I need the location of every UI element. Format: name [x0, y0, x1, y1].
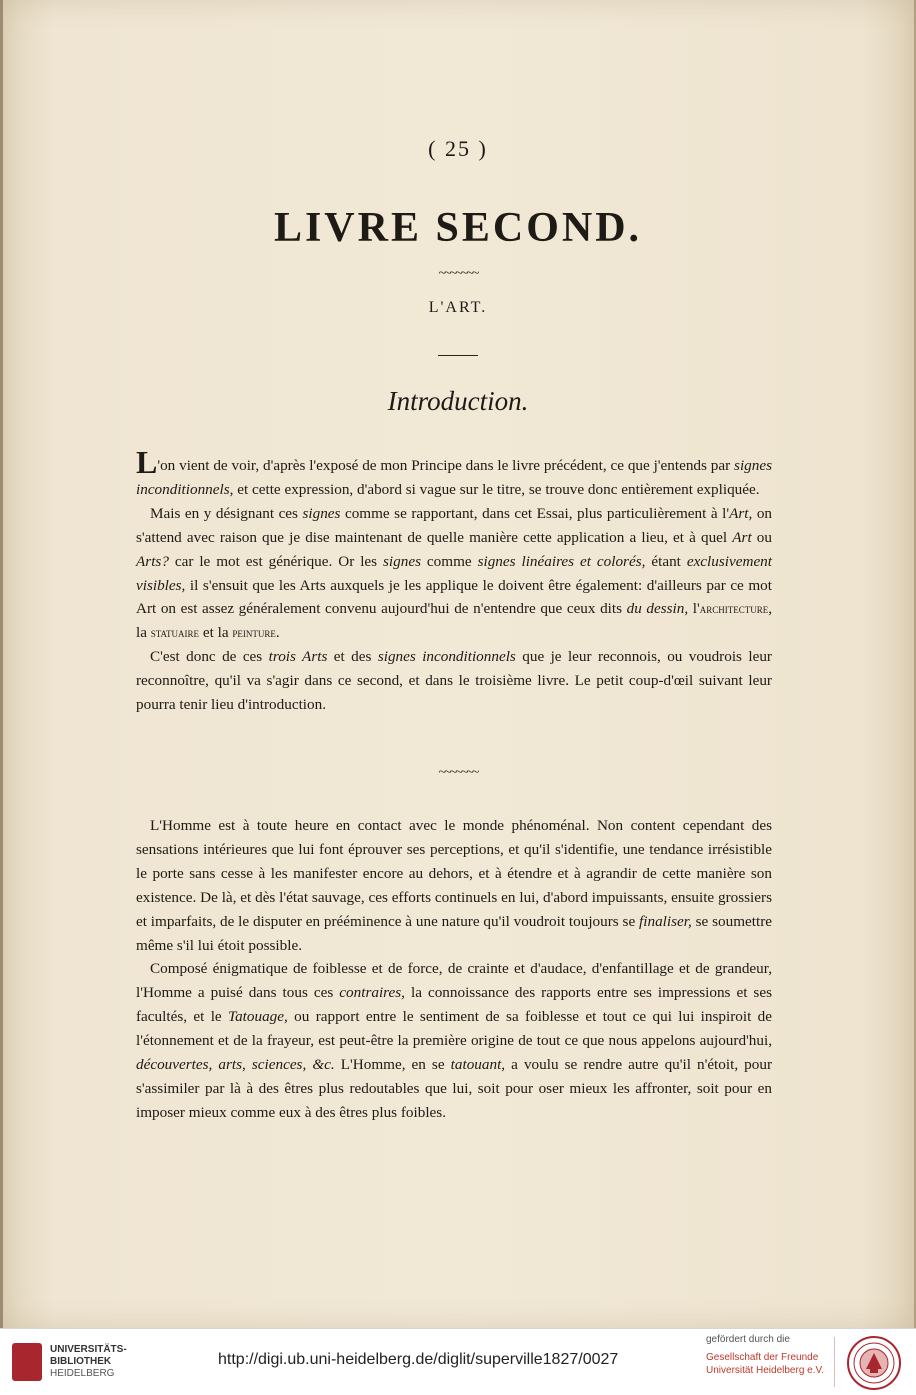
body-text [136, 814, 772, 1125]
ornament-top: ~~~~~~~ [438, 266, 478, 281]
university-seal-icon[interactable] [846, 1335, 902, 1391]
introduction-heading: Introduction. [387, 386, 529, 416]
section-subtitle: L'ART. [428, 299, 488, 316]
ornament-middle: ~~~~~~~ [438, 765, 478, 780]
page-number: ( 25 ) [428, 136, 488, 161]
paragraph-3: C'est donc de ces trois Arts et des signes inconditionnels que je leur reconnois, ou voudrois leur reconnoître, qu'il va s'agir dans ce second, et dans le troisième livre. Le petit coup-d'œil suivant leur pourra tenir lieu d'introduction. [136, 648, 772, 714]
library-footer [0, 1328, 916, 1395]
book-title: LIVRE SECOND. [273, 205, 643, 251]
page-left-edge [0, 0, 3, 1328]
drop-cap: L [136, 444, 158, 480]
footer-divider [834, 1337, 835, 1387]
sponsor-text: gefördert durch die Gesellschaft der Freunde Universität Heidelberg e.V. [706, 1334, 825, 1376]
university-library-logo[interactable]: UNIVERSITÄTS- BIBLIOTHEK HEIDELBERG [50, 1344, 127, 1379]
divider-rule [438, 355, 478, 356]
paragraph-5: Composé énigmatique de foiblesse et de force, de crainte et d'audace, d'enfantillage et de grandeur, l'Homme a puisé dans tous ces contraires, la connoissance des rapports entre ses impressions et ses facultés, et le Tatouage, ou rapport entre le sentiment de sa foiblesse et tout ce qui lui inspiroit de l'étonnement et de la frayeur, est peut-être la première origine de tout ce que nous appelons aujourd'hui, découvertes, arts, sciences, &c. L'Homme, en se tatouant, a voulu se rendre autre qu'il n'étoit, pour s'assimiler par là à des êtres plus redoutables que lui, soit pour oser mieux les affronter, soit pour en imposer mieux comme eux à des êtres plus foibles. [136, 960, 773, 1121]
paragraph-4: L'Homme est à toute heure en contact avec le monde phénoménal. Non content cependant des sensations intérieures que lui font éprouver ses perceptions, et qu'il s'identifie, une tendance irrésistible le porte sans cesse à les manifester encore au dehors, et à étendre et à agrandir de cette manière son existence. De là, et dès l'état sauvage, ces efforts continuels en lui, d'abord impuissants, ensuite grossiers et imparfaits, de le disputer en prééminence à une nature qu'il voudroit toujours se finaliser, se soumettre même s'il lui étoit possible. [136, 817, 772, 954]
introduction-text [136, 444, 773, 717]
paragraph-1: L'on vient de voir, d'après l'exposé de mon Principe dans le livre précédent, ce que j'entends par signes inconditionnels, et cette expression, d'abord si vague sur le titre, se trouve donc entièrement expliquée. [136, 444, 772, 498]
university-library-logo-icon[interactable] [12, 1343, 42, 1381]
paragraph-2: Mais en y désignant ces signes comme se rapportant, dans cet Essai, plus particulièrement à l'Art, on s'attend avec raison que je dise maintenant de quelle manière cette application a lieu, et à quel Art ou Arts? car le mot est générique. Or les signes comme signes linéaires et colorés, étant exclusivement visibles, il s'ensuit que les Arts auxquels je les applique le doivent être également: d'ailleurs par ce mot Art on est assez généralement convenu aujourd'hui de n'entendre que ceux dits du dessin, l'architecture, la statuaire et la peinture. [136, 504, 773, 642]
permalink-url[interactable]: http://digi.ub.uni-heidelberg.de/diglit/superville1827/0027 [218, 1351, 619, 1368]
